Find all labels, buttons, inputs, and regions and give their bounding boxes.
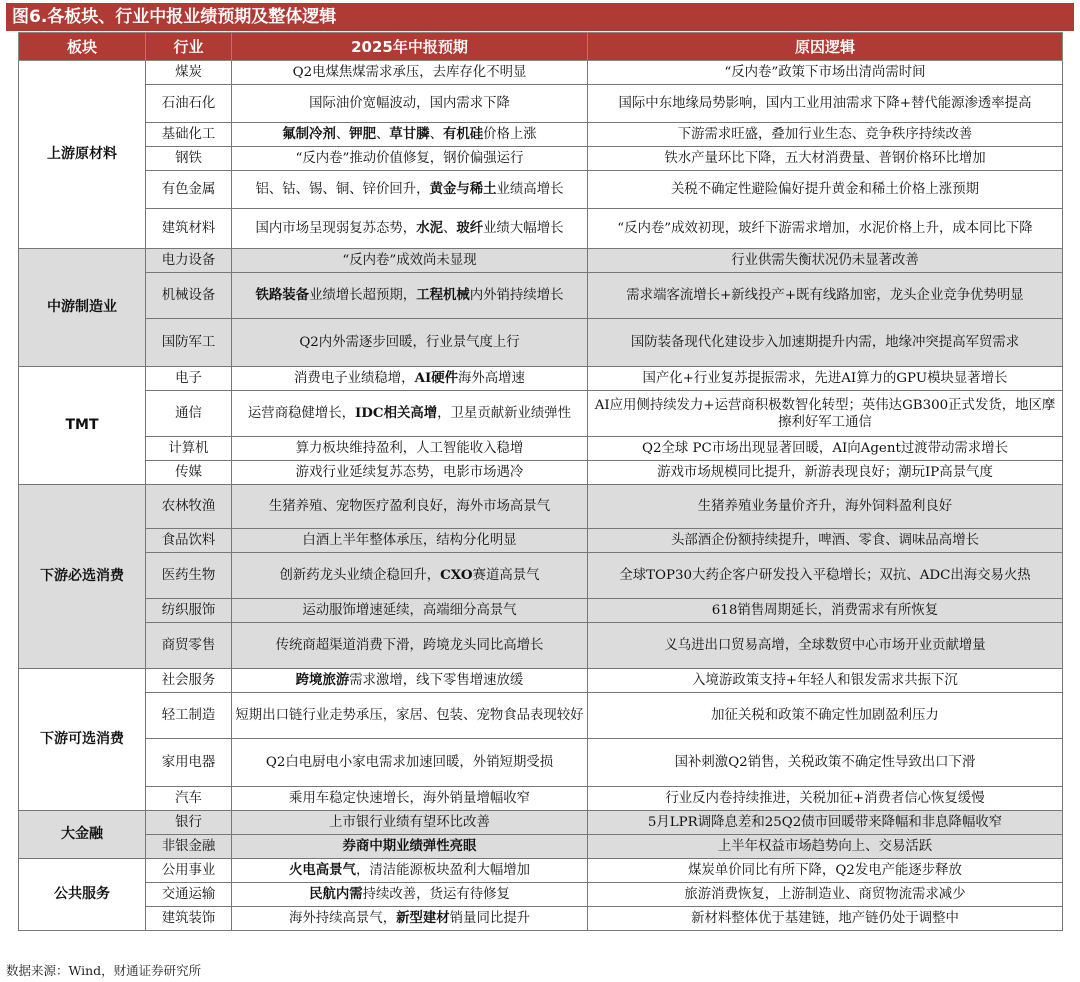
sector-name: 上游原材料 (19, 61, 146, 249)
table-row (19, 599, 1063, 623)
industry-name: 轻工制造 (146, 693, 232, 739)
reason-cell: 铁水产量环比下降，五大材消费量、普钢价格环比增加 (588, 147, 1063, 171)
reason-cell: 加征关税和政策不确定性加剧盈利压力 (588, 693, 1063, 739)
table-row (19, 623, 1063, 669)
forecast-cell: 铁路装备业绩增长超预期，工程机械内外销持续增长 (232, 273, 588, 319)
header-forecast: 2025年中报预期 (232, 33, 588, 61)
industry-name: 通信 (146, 391, 232, 437)
table-row (19, 273, 1063, 319)
highlight-text: 钾肥 (349, 126, 377, 142)
table-header-row (19, 33, 1063, 61)
forecast-cell: Q2电煤焦煤需求承压，去库存化不明显 (232, 61, 588, 85)
highlight-text: IDC相关高增 (355, 405, 438, 421)
reason-cell: 上半年权益市场趋势向上、交易活跃 (588, 835, 1063, 859)
table-row (19, 461, 1063, 485)
reason-cell: 下游需求旺盛，叠加行业生态、竞争秩序持续改善 (588, 123, 1063, 147)
table-row (19, 739, 1063, 787)
industry-name: 国防军工 (146, 319, 232, 367)
forecast-cell: 算力板块维持盈利，人工智能收入稳增 (232, 437, 588, 461)
table-row (19, 485, 1063, 529)
highlight-text: 新型建材 (396, 910, 450, 926)
highlight-text: 氟制冷剂 (282, 126, 336, 142)
header-sector: 板块 (19, 33, 146, 61)
reason-cell: “反内卷”政策下市场出清尚需时间 (588, 61, 1063, 85)
industry-name: 煤炭 (146, 61, 232, 85)
sector-name: 公共服务 (19, 859, 146, 931)
forecast-cell: 白酒上半年整体承压，结构分化明显 (232, 529, 588, 553)
forecast-cell: 国内市场呈现弱复苏态势，水泥、玻纤业绩大幅增长 (232, 209, 588, 249)
table-row (19, 85, 1063, 123)
highlight-text: 铁路装备 (255, 287, 310, 303)
industry-name: 建筑材料 (146, 209, 232, 249)
reason-cell: 国产化+行业复苏提振需求，先进AI算力的GPU模块显著增长 (588, 367, 1063, 391)
reason-cell: 5月LPR调降息差和25Q2债市回暖带来降幅和非息降幅收窄 (588, 811, 1063, 835)
table-body (19, 61, 1063, 931)
highlight-text: 民航内需 (309, 886, 363, 902)
reason-cell: 入境游政策支持+年轻人和银发需求共振下沉 (588, 669, 1063, 693)
industry-name: 纺织服饰 (146, 599, 232, 623)
industry-name: 电力设备 (146, 249, 232, 273)
industry-name: 医药生物 (146, 553, 232, 599)
highlight-text: AI硬件 (414, 370, 458, 386)
forecast-cell (232, 835, 588, 859)
reason-cell: 行业反内卷持续推进，关税加征+消费者信心恢复缓慢 (588, 787, 1063, 811)
forecast-cell: 运营商稳健增长，IDC相关高增，卫星贡献新业绩弹性 (232, 391, 588, 437)
industry-name: 社会服务 (146, 669, 232, 693)
forecast-cell: 乘用车稳定快速增长，海外销量增幅收窄 (232, 787, 588, 811)
sector-name: 下游可选消费 (19, 669, 146, 811)
table-row (19, 147, 1063, 171)
table-row (19, 391, 1063, 437)
forecast-cell: Q2白电厨电小家电需求加速回暖，外销短期受损 (232, 739, 588, 787)
industry-name: 基础化工 (146, 123, 232, 147)
figure-title: 图6.各板块、行业中报业绩预期及整体逻辑 (6, 3, 1074, 31)
forecast-cell: Q2内外需逐步回暖，行业景气度上行 (232, 319, 588, 367)
reason-cell: 义乌进出口贸易高增，全球数贸中心市场开业贡献增量 (588, 623, 1063, 669)
highlight-text: 草甘膦 (389, 126, 430, 142)
table-row (19, 553, 1063, 599)
forecast-cell: 运动服饰增速延续，高端细分高景气 (232, 599, 588, 623)
forecast-cell: 国际油价宽幅波动，国内需求下降 (232, 85, 588, 123)
industry-name: 石油石化 (146, 85, 232, 123)
industry-name: 机械设备 (146, 273, 232, 319)
reason-cell: 生猪养殖业务量价齐升，海外饲料盈利良好 (588, 485, 1063, 529)
table-row (19, 859, 1063, 883)
sector-name: 中游制造业 (19, 249, 146, 367)
reason-cell: 618销售周期延长，消费需求有所恢复 (588, 599, 1063, 623)
sector-name: TMT (19, 367, 146, 485)
sector-name: 大金融 (19, 811, 146, 859)
industry-name: 汽车 (146, 787, 232, 811)
industry-name: 有色金属 (146, 171, 232, 209)
table-row (19, 907, 1063, 931)
industry-name: 公用事业 (146, 859, 232, 883)
table-row (19, 787, 1063, 811)
reason-cell: 关税不确定性避险偏好提升黄金和稀土价格上涨预期 (588, 171, 1063, 209)
forecast-cell: 氟制冷剂、钾肥、草甘膦、有机硅价格上涨 (232, 123, 588, 147)
reason-cell: Q2全球 PC市场出现显著回暖，AI向Agent过渡带动需求增长 (588, 437, 1063, 461)
forecast-cell: “反内卷”推动价值修复，钢价偏强运行 (232, 147, 588, 171)
reason-cell: 行业供需失衡状况仍未显著改善 (588, 249, 1063, 273)
industry-table (18, 32, 1063, 931)
reason-cell: 国防装备现代化建设步入加速期提升内需，地缘冲突提高军贸需求 (588, 319, 1063, 367)
table-row (19, 61, 1063, 85)
table-row (19, 693, 1063, 739)
table-row (19, 883, 1063, 907)
industry-name: 交通运输 (146, 883, 232, 907)
forecast-cell: 铝、钴、锡、铜、锌价回升，黄金与稀土业绩高增长 (232, 171, 588, 209)
forecast-cell: 创新药龙头业绩企稳回升，CXO赛道高景气 (232, 553, 588, 599)
industry-name: 建筑装饰 (146, 907, 232, 931)
forecast-cell: 传统商超渠道消费下滑，跨境龙头同比高增长 (232, 623, 588, 669)
table-row (19, 437, 1063, 461)
forecast-cell: 短期出口链行业走势承压，家居、包装、宠物食品表现较好 (232, 693, 588, 739)
highlight-text: 水泥 (416, 220, 443, 236)
forecast-cell: “反内卷”成效尚未显现 (232, 249, 588, 273)
highlight-text: CXO (440, 567, 473, 583)
table-row (19, 811, 1063, 835)
table-row (19, 529, 1063, 553)
industry-name: 食品饮料 (146, 529, 232, 553)
table-row (19, 249, 1063, 273)
forecast-cell: 火电高景气，清洁能源板块盈利大幅增加 (232, 859, 588, 883)
table-row (19, 367, 1063, 391)
highlight-text: 有机硅 (442, 126, 484, 142)
industry-name: 计算机 (146, 437, 232, 461)
industry-name: 银行 (146, 811, 232, 835)
reason-cell: 国际中东地缘局势影响，国内工业用油需求下降+替代能源渗透率提高 (588, 85, 1063, 123)
highlight-text: 跨境旅游 (295, 672, 350, 688)
forecast-cell: 游戏行业延续复苏态势，电影市场遇冷 (232, 461, 588, 485)
forecast-cell: 消费电子业绩稳增，AI硬件海外高增速 (232, 367, 588, 391)
reason-cell: 煤炭单价同比有所下降，Q2发电产能逐步释放 (588, 859, 1063, 883)
forecast-cell: 跨境旅游需求激增，线下零售增速放缓 (232, 669, 588, 693)
reason-cell: 国补刺激Q2销售，关税政策不确定性导致出口下滑 (588, 739, 1063, 787)
reason-cell: 游戏市场规模同比提升，新游表现良好；潮玩IP高景气度 (588, 461, 1063, 485)
reason-cell: 需求端客流增长+新线投产+既有线路加密，龙头企业竞争优势明显 (588, 273, 1063, 319)
industry-name: 钢铁 (146, 147, 232, 171)
industry-name: 家用电器 (146, 739, 232, 787)
highlight-text: 玻纤 (456, 220, 484, 236)
reason-cell: 新材料整体优于基建链，地产链仍处于调整中 (588, 907, 1063, 931)
forecast-cell: 生猪养殖、宠物医疗盈利良好，海外市场高景气 (232, 485, 588, 529)
header-reason: 原因逻辑 (588, 33, 1063, 61)
reason-cell: 头部酒企份额持续提升，啤酒、零食、调味品高增长 (588, 529, 1063, 553)
header-industry: 行业 (146, 33, 232, 61)
table-row (19, 319, 1063, 367)
industry-name: 电子 (146, 367, 232, 391)
table-row (19, 123, 1063, 147)
industry-name: 农林牧渔 (146, 485, 232, 529)
highlight-text: 券商中期业绩弹性亮眼 (342, 838, 477, 854)
reason-cell: “反内卷”成效初现，玻纤下游需求增加，水泥价格上升，成本同比下降 (588, 209, 1063, 249)
data-source-note: 数据来源：Wind，财通证券研究所 (6, 963, 202, 978)
sector-name: 下游必选消费 (19, 485, 146, 669)
forecast-cell: 上市银行业绩有望环比改善 (232, 811, 588, 835)
industry-name: 传媒 (146, 461, 232, 485)
forecast-cell: 民航内需持续改善，货运有待修复 (232, 883, 588, 907)
reason-cell: 旅游消费恢复，上游制造业、商贸物流需求减少 (588, 883, 1063, 907)
reason-cell: AI应用侧持续发力+运营商积极数智化转型；英伟达GB300正式发货，地区摩擦利好军工通信 (588, 391, 1063, 437)
industry-name: 商贸零售 (146, 623, 232, 669)
table-row (19, 669, 1063, 693)
table-row (19, 171, 1063, 209)
table-row (19, 209, 1063, 249)
highlight-text: 黄金与稀土 (429, 181, 497, 197)
highlight-text: 工程机械 (416, 287, 470, 303)
table-row (19, 835, 1063, 859)
highlight-text: 火电高景气 (288, 862, 356, 878)
industry-name: 非银金融 (146, 835, 232, 859)
forecast-cell: 海外持续高景气，新型建材销量同比提升 (232, 907, 588, 931)
reason-cell: 全球TOP30大药企客户研发投入平稳增长；双抗、ADC出海交易火热 (588, 553, 1063, 599)
